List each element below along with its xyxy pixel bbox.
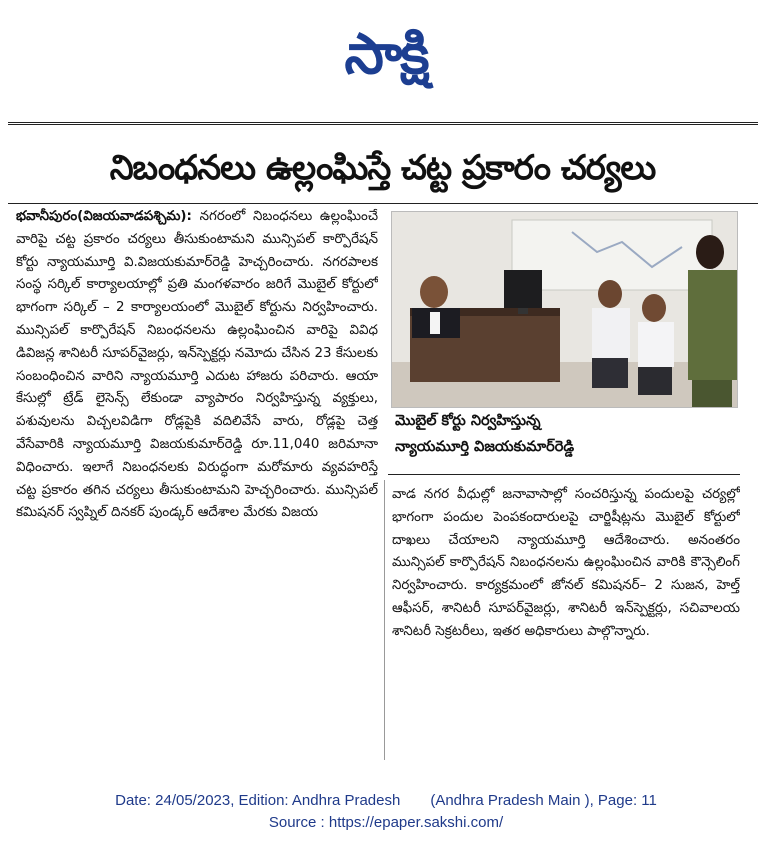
article-photo	[391, 211, 738, 408]
footer-page-info: (Andhra Pradesh Main ), Page: 11	[430, 792, 657, 809]
headline-top-rule	[8, 122, 758, 123]
caption-bottom-rule	[388, 474, 740, 475]
footer-source: Source : https://epaper.sakshi.com/	[268, 814, 504, 831]
headline-bottom-rule	[8, 203, 758, 204]
page-footer	[0, 790, 772, 834]
article-body-left	[16, 206, 378, 766]
article-body-right: వాడ నగర వీధుల్లో జనావాసాల్లో సంచరిస్తున్న పందులపై చర్యల్లో భాగంగా పందుల పెంపకందారులపై చార్జిషీట్లను మొబైల్ కోర్టులో దాఖలు చేయాలని న్యాయమూర్తి ఆదేశించారు. అనంతరం మున్సిపల్ కార్పొరేషన్ నిబంధనలను ఉల్లంఘించిన వారికి కౌన్సెలింగ్ నిర్వహించారు. కార్యక్రమంలో జోనల్ కమిషనర్– 2 సుజన, హెల్త్ ఆఫీసర్, శానిటరీ సూపర్‌వైజర్లు, శానిటరీ ఇన్‌స్పెక్టర్లు, సచివాలయ శానిటరీ సెక్రటరీలు, ఇతర అధికారులు పాల్గొన్నారు.	[392, 487, 740, 639]
footer-date-edition: Date: 24/05/2023, Edition: Andhra Pradesh	[115, 792, 401, 809]
headline-top-rule-2	[8, 124, 758, 125]
photo-caption-line-1: మొబైల్ కోర్టు నిర్వహిస్తున్న	[395, 413, 541, 429]
dateline: భవానీపురం(విజయవాడపశ్చిమ):	[16, 209, 192, 224]
court-scene-illustration	[392, 212, 737, 407]
sakshi-logo	[286, 14, 486, 96]
article-headline: నిబంధనలు ఉల్లంఘిస్తే చట్ట ప్రకారం చర్యలు	[109, 148, 656, 188]
footer-line-1	[0, 790, 772, 812]
logo-text: సాక్షి	[344, 22, 428, 87]
body-text-left: నగరంలో నిబంధనలు ఉల్లంఘించే వారిపై చట్ట ప్రకారం చర్యలు తీసుకుంటామని మున్సిపల్ కార్పొరేషన్ కోర్టు న్యాయమూర్తి వి.విజయకుమార్‌రెడ్డి హెచ్చరించారు. నగరపాలక సంస్థ సర్కిల్ కార్యాలయాల్లో ప్రతి మంగళవారం జరిగే మొబైల్ కోర్టులో భాగంగా సర్కిల్ – 2 కార్యాలయంలో మొబైల్ కోర్టును నిర్వహించారు. మున్సిపల్ కార్పొరేషన్ నిబంధనలను ఉల్లంఘించిన వారిపై వివిధ డివిజన్ల శానిటరీ సూపర్‌వైజర్లు, ఇన్‌స్పెక్టర్లు నమోదు చేసిన 23 కేసులకు సంబంధించిన వారిని న్యాయమూర్తి ఎదుట హాజరు పరిచారు. ఆయా కేసుల్లో ట్రేడ్ లైసెన్స్ లేకుండా వ్యాపారం నిర్వహిస్తున్న వ్యక్తులు, పశువులను విచ్చలవిడిగా రోడ్లపైకి వదిలివేసే వారు, రోడ్లపై చెత్త వేసేవారికి న్యాయమూర్తి విజయకుమార్‌రెడ్డి రూ.11,040 జరిమానా విధించారు. ఇలాగే నిబంధనలకు విరుద్ధంగా మరోమారు వ్యవహరిస్తే చట్ట ప్రకారం తగిన చర్యలు తీసుకుంటామని హెచ్చరించారు. మున్సిపల్ కమిషనర్ స్వప్నిల్ దినకర్ పుండ్కర్ ఆదేశాల మేరకు విజయ	[16, 209, 378, 521]
photo-caption	[391, 408, 736, 470]
photo-caption-line-2: న్యాయమూర్తి విజయకుమార్‌రెడ్డి	[395, 439, 575, 455]
column-divider	[384, 480, 385, 760]
